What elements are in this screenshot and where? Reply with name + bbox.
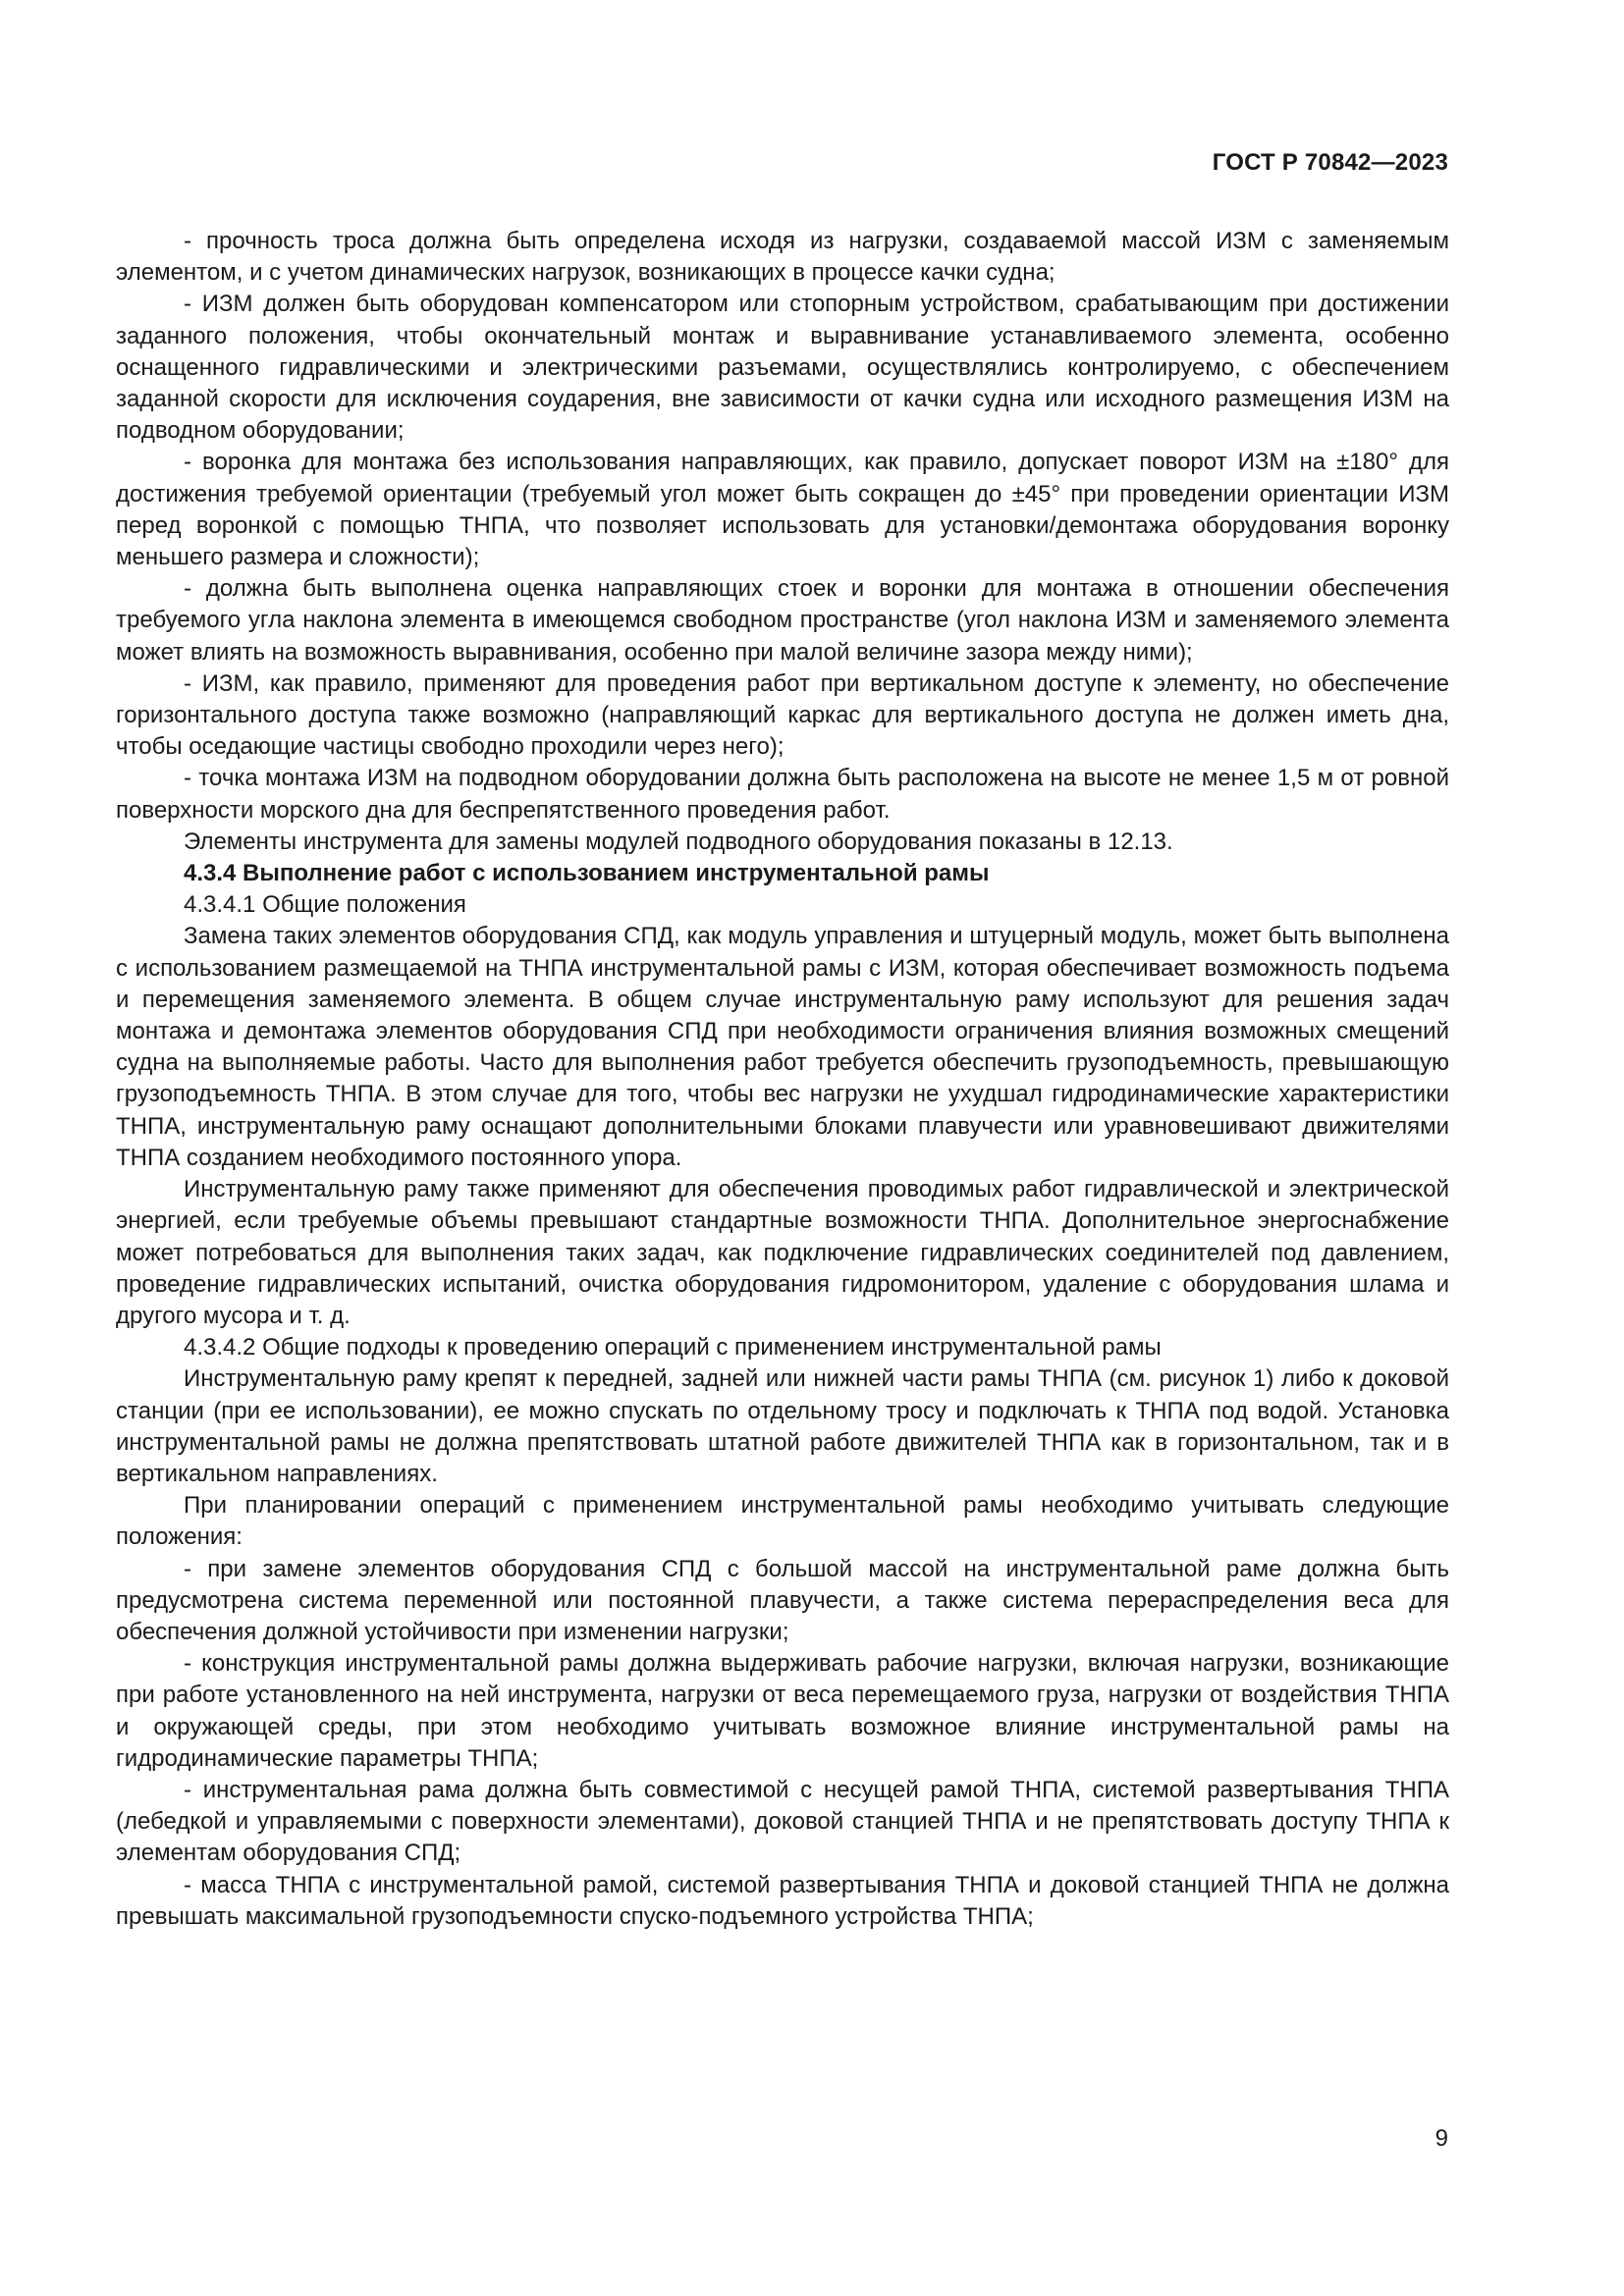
list-item-mount-point: - точка монтажа ИЗМ на подводном оборудовании должна быть расположена на высоте не менее 1,5 м от ровной поверхности морского дна для беспрепятственного проведения работ. bbox=[116, 765, 1449, 824]
list-item-guide-posts: - должна быть выполнена оценка направляющих стоек и воронки для монтажа в отношении обеспечения требуемого угла наклона элемента в имеющемся свободном пространстве (угол наклона ИЗМ и заменяемого элемента может влиять на возможность выравнивания, особенно при малой величине зазора между ними); bbox=[116, 575, 1449, 666]
list-item-mass: - масса ТНПА с инструментальной рамой, системой развертывания ТНПА и доковой станцией ТНПА не должна превышать максимальной грузоподъемности спуско-подъемного устройства ТНПА; bbox=[116, 1871, 1449, 1930]
section-heading-4-3-4: 4.3.4 Выполнение работ с использованием инструментальной рамы bbox=[184, 860, 990, 887]
paragraph-replacement: Замена таких элементов оборудования СПД, как модуль управления и штуцерный модуль, может быть выполнена с использованием размещаемой на ТНПА инструментальной рамы с ИЗМ, которая обеспечивает возможность подъема и перемещения заменяемого элемента. В общем случае инструментальную раму используют для решения задач монтажа и демонтажа элементов оборудования СПД при необходимости ограничения влияния возможных смещений судна на выполняемые работы. Часто для выполнения работ требуется обеспечить грузоподъемность, превышающую грузоподъемность ТНПА. В этом случае для того, чтобы вес нагрузки не ухудшал гидродинамические характеристики ТНПА, инструментальную раму оснащают дополнительными блоками плавучести или уравновешивают движителями ТНПА созданием необходимого постоянного упора. bbox=[116, 923, 1449, 1171]
list-item-loads: - конструкция инструментальной рамы должна выдерживать рабочие нагрузки, включая нагрузки, возникающие при работе установленного на ней инструмента, нагрузки от веса перемещаемого груза, нагрузки от воздействия ТНПА и окружающей среды, при этом необходимо учитывать возможное влияние инструментальной рамы на гидродинамические параметры ТНПА; bbox=[116, 1650, 1449, 1772]
paragraph-reference: Элементы инструмента для замены модулей подводного оборудования показаны в 12.13. bbox=[184, 828, 1173, 855]
list-item-buoyancy: - при замене элементов оборудования СПД с большой массой на инструментальной раме должна быть предусмотрена система переменной или постоянной плавучести, а также система перераспределения веса для обеспечения должной устойчивости при изменении нагрузки; bbox=[116, 1555, 1449, 1645]
paragraph-planning: При планировании операций с применением инструментальной рамы необходимо учитывать следующие положения: bbox=[116, 1492, 1449, 1551]
paragraph-energy: Инструментальную раму также применяют для обеспечения проводимых работ гидравлической и электрической энергией, если требуемые объемы превышают стандартные возможности ТНПА. Дополнительное энергоснабжение может потребоваться для выполнения таких задач, как подключение гидравлических соединителей под давлением, проведение гидравлических испытаний, очистка оборудования гидромонитором, удаление с оборудования шлама и другого мусора и т. д. bbox=[116, 1176, 1449, 1329]
document-body bbox=[116, 226, 1449, 1933]
subsection-title-4-3-4-2: 4.3.4.2 Общие подходы к проведению операций с применением инструментальной рамы bbox=[184, 1334, 1162, 1362]
subsection-title-4-3-4-1: 4.3.4.1 Общие положения bbox=[184, 891, 466, 919]
list-item-cable-strength: - прочность троса должна быть определена исходя из нагрузки, создаваемой массой ИЗМ с заменяемым элементом, и с учетом динамических нагрузок, возникающих в процессе качки судна; bbox=[116, 228, 1449, 287]
list-item-access: - ИЗМ, как правило, применяют для проведения работ при вертикальном доступе к элементу, но обеспечение горизонтального доступа также возможно (направляющий каркас для вертикального доступа не должен иметь дна, чтобы оседающие частицы свободно проходили через него); bbox=[116, 669, 1449, 761]
document-code-header: ГОСТ Р 70842—2023 bbox=[1212, 149, 1448, 176]
list-item-funnel-rotation: - воронка для монтажа без использования направляющих, как правило, допускает поворот ИЗМ на ±180° для достижения требуемой ориентации (требуемый угол может быть сокращен до ±45° при проведении ориентации ИЗМ перед воронкой с помощью ТНПА, что позволяет использовать для установки/демонтажа оборудования воронку меньшего размера и сложности); bbox=[116, 449, 1449, 571]
list-item-compatibility: - инструментальная рама должна быть совместимой с несущей рамой ТНПА, системой развертывания ТНПА (лебедкой и управляемыми с поверхности элементами), доковой станцией ТНПА и не препятствовать доступу ТНПА к элементам оборудования СПД; bbox=[116, 1776, 1449, 1867]
paragraph-mounting: Инструментальную раму крепят к передней, задней или нижней части рамы ТНПА (см. рисунок 1) либо к доковой станции (при ее использовании), ее можно спускать по отдельному тросу и подключать к ТНПА под водой. Установка инструментальной рамы не должна препятствовать штатной работе движителей ТНПА как в горизонтальном, так и в вертикальном направлениях. bbox=[116, 1365, 1449, 1487]
list-item-compensator: - ИЗМ должен быть оборудован компенсатором или стопорным устройством, срабатывающим при достижении заданного положения, чтобы окончательный монтаж и выравнивание устанавливаемого элемента, особенно оснащенного гидравлическими и электрическими разъемами, осуществлялись контролируемо, с обеспечением заданной скорости для исключения соударения, вне зависимости от качки судна или исходного размещения ИЗМ на подводном оборудовании; bbox=[116, 291, 1449, 445]
page-number: 9 bbox=[1435, 2125, 1448, 2152]
